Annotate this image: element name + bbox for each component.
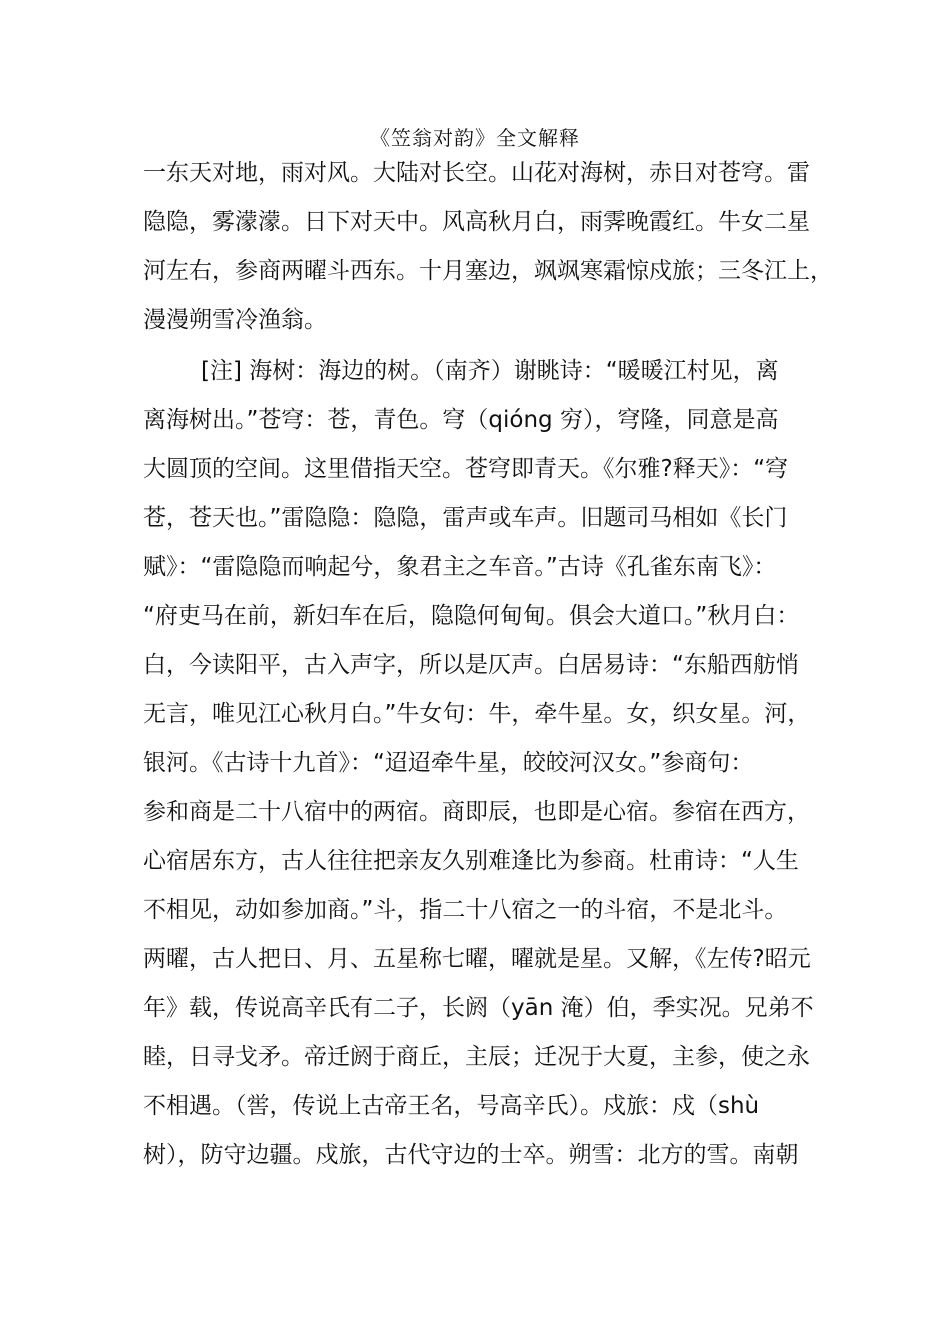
- document-title: 《笠翁对韵》全文解释: [370, 126, 580, 150]
- note-line: 白，今读阳平，古入声字，所以是仄声。白居易诗：“东船西舫悄: [143, 652, 799, 678]
- note-line: 两曜，古人把日、月、五星称七曜，曜就是星。又解，《左传?昭元: [143, 946, 811, 972]
- note-line: 无言，唯见江心秋月白。”牛女句：牛，牵牛星。女，织女星。河，: [143, 701, 811, 727]
- note-line: 赋》：“雷隐隐而响起兮，象君主之车音。”古诗《孔雀东南飞》：: [143, 554, 777, 580]
- note-line: 大圆顶的空间。这里借指天空。苍穹即青天。《尔雅?释天》：“穹: [143, 456, 789, 482]
- note-line: 睦，日寻戈矛。帝迁阏于商丘，主辰；迁况于大夏，主参，使之永: [143, 1044, 810, 1070]
- annotation-notes: [143, 356, 814, 1189]
- stanza-line: 漫漫朔雪冷渔翁。: [143, 307, 327, 333]
- note-line: 树），防守边疆。戍旅，古代守边的士卒。朔雪：北方的雪。南朝: [143, 1142, 799, 1168]
- note-line: 参和商是二十八宿中的两宿。商即辰，也即是心宿。参宿在西方，: [143, 799, 810, 825]
- note-line: 年》载，传说高辛氏有二子，长阏（yān 淹）伯，季实况。兄弟不: [143, 995, 814, 1021]
- note-line: [注] 海树：海边的树。（南齐）谢眺诗：“暖暖江村见，离: [201, 358, 779, 384]
- note-line: 不相见，动如参加商。”斗，指二十八宿之一的斗宿，不是北斗。: [143, 897, 788, 923]
- stanza-line: 河左右，参商两曜斗西东。十月塞边，飒飒寒霜惊戍旅；三冬江上，: [143, 258, 833, 284]
- note-line: 苍，苍天也。”雷隐隐：隐隐，雷声或车声。旧题司马相如《长门: [143, 505, 788, 531]
- note-line: 心宿居东方，古人往往把亲友久别难逢比为参商。杜甫诗：“人生: [143, 848, 799, 874]
- stanza-line: 隐隐，雾濛濛。日下对天中。风高秋月白，雨霁晚霞红。牛女二星: [143, 209, 810, 235]
- note-line: “府吏马在前，新妇车在后，隐隐何甸甸。俱会大道口。”秋月白：: [143, 603, 800, 629]
- note-line: 银河。《古诗十九首》：“迢迢牵牛星，皎皎河汉女。”参商句：: [143, 750, 754, 776]
- stanza-line: 一东天对地，雨对风。大陆对长空。山花对海树，赤日对苍穹。雷: [143, 160, 810, 186]
- note-line: 不相遇。（喾，传说上古帝王名，号高辛氏）。戍旅：戍（shù: [143, 1093, 760, 1119]
- note-line: 离海树出。”苍穹：苍，青色。穹（qióng 穷），穹隆，同意是高: [143, 407, 779, 433]
- poem-stanza: [143, 158, 833, 354]
